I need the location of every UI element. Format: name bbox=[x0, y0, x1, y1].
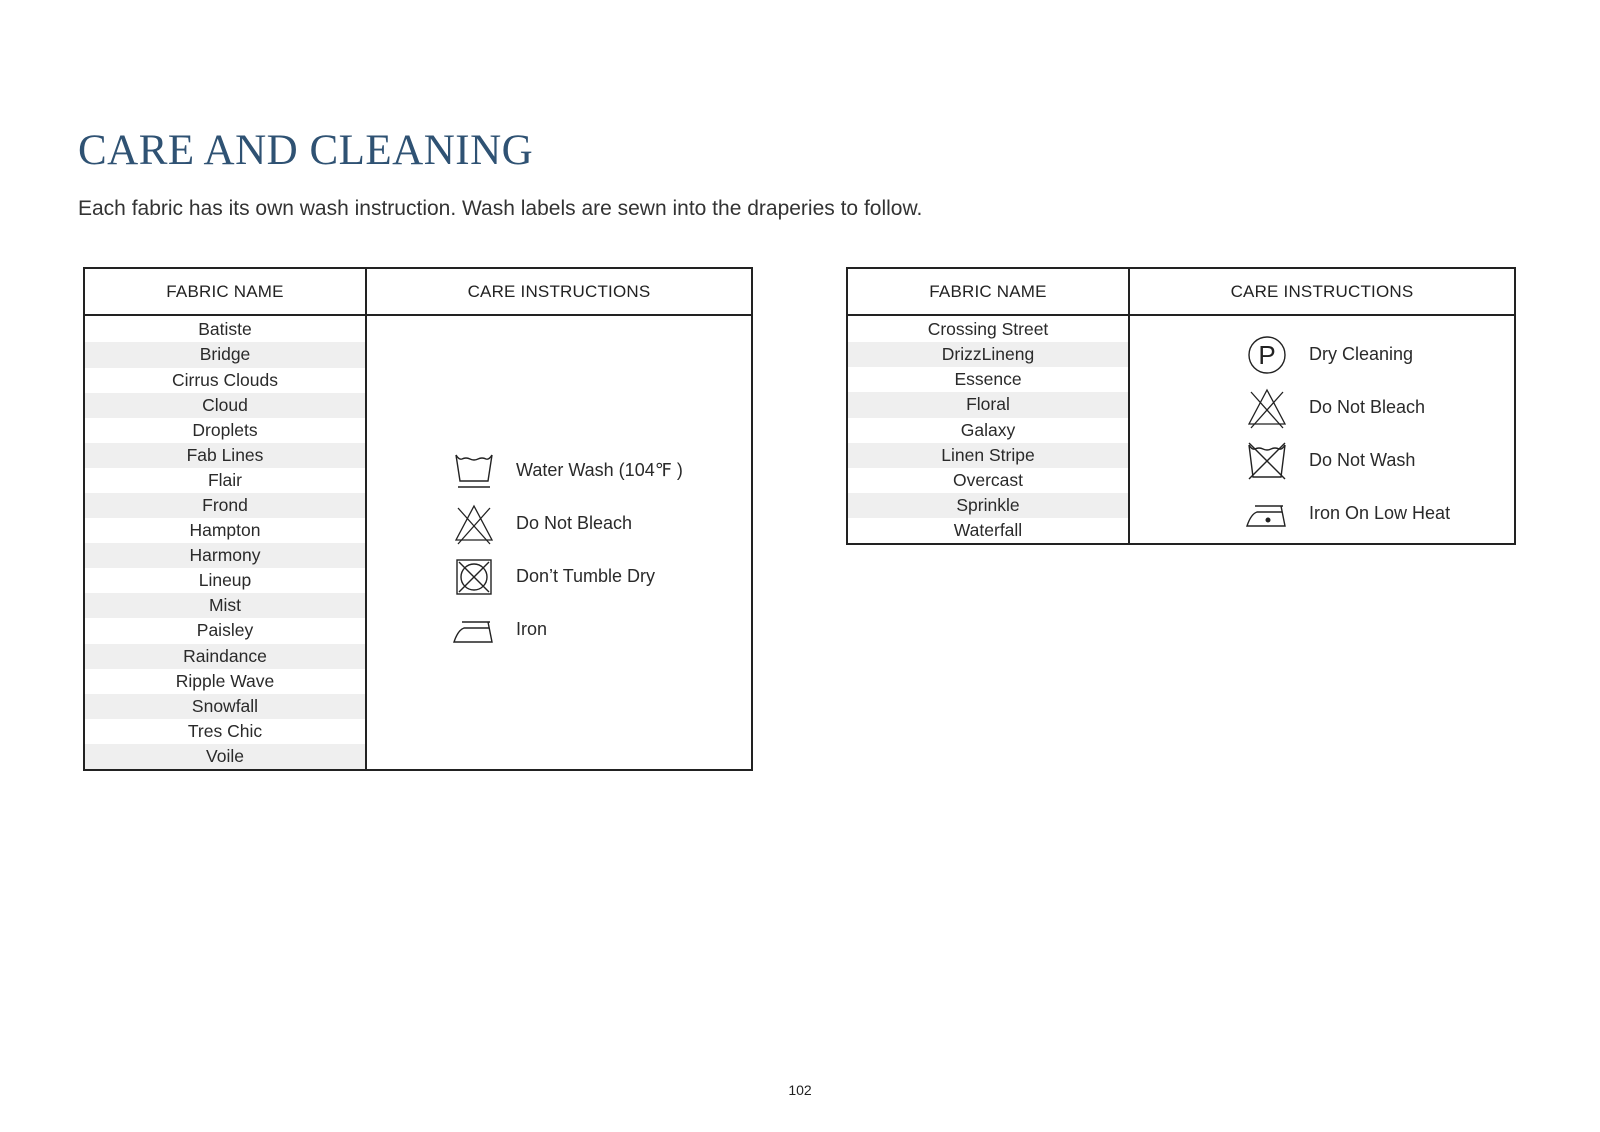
care-item-iron-low-heat bbox=[1245, 487, 1514, 540]
care-label: Dry Cleaning bbox=[1309, 344, 1414, 365]
do-not-wash-icon bbox=[1245, 439, 1289, 483]
care-item-do-not-bleach bbox=[452, 497, 751, 550]
care-label: Don’t Tumble Dry bbox=[516, 566, 656, 587]
fabric-name: Overcast bbox=[952, 469, 1024, 490]
care-label: Do Not Wash bbox=[1309, 450, 1416, 471]
iron-icon bbox=[452, 608, 496, 652]
page-subtitle: Each fabric has its own wash instruction. Wash labels are sewn into the draperies to follow. bbox=[78, 197, 923, 220]
fabric-name-list bbox=[848, 316, 1130, 543]
fabric-name: Lineup bbox=[198, 570, 252, 591]
fabric-name: Batiste bbox=[198, 319, 252, 340]
care-item-iron bbox=[452, 603, 751, 656]
svg-text:P: P bbox=[1258, 339, 1276, 370]
fabric-name: Cirrus Clouds bbox=[172, 369, 278, 390]
iron-low-heat-icon bbox=[1245, 492, 1289, 536]
care-item-dry-cleaning bbox=[1245, 328, 1514, 381]
care-table-2 bbox=[846, 267, 1516, 545]
do-not-bleach-icon bbox=[1245, 386, 1289, 430]
care-label: Iron On Low Heat bbox=[1309, 503, 1451, 524]
table-header bbox=[848, 269, 1514, 316]
fabric-name: Harmony bbox=[85, 543, 365, 568]
page-title: CARE AND CLEANING bbox=[78, 127, 534, 174]
table-body bbox=[848, 316, 1514, 543]
fabric-name: Waterfall bbox=[953, 519, 1023, 540]
care-table-1 bbox=[83, 267, 753, 771]
fabric-name: Fab Lines bbox=[85, 443, 365, 468]
fabric-name: Hampton bbox=[189, 520, 261, 541]
care-item-do-not-wash bbox=[1245, 434, 1514, 487]
fabric-name: Tres Chic bbox=[187, 720, 263, 741]
care-label: Do Not Bleach bbox=[1309, 397, 1426, 418]
fabric-name: Essence bbox=[954, 369, 1022, 390]
fabric-name: Sprinkle bbox=[848, 493, 1128, 518]
fabric-name: Crossing Street bbox=[927, 319, 1049, 340]
care-item-water-wash bbox=[452, 444, 751, 497]
fabric-name: Droplets bbox=[192, 419, 258, 440]
fabric-name: Ripple Wave bbox=[175, 670, 275, 691]
fabric-name-header: FABRIC NAME bbox=[848, 269, 1130, 314]
fabric-name: Linen Stripe bbox=[848, 443, 1128, 468]
care-label: Water Wash (104℉ ) bbox=[516, 460, 683, 481]
page-number: 102 bbox=[788, 1082, 812, 1098]
do-not-tumble-dry-icon bbox=[452, 555, 496, 599]
fabric-name: Frond bbox=[85, 493, 365, 518]
fabric-name: Snowfall bbox=[85, 694, 365, 719]
table-body bbox=[85, 316, 751, 769]
fabric-name-header: FABRIC NAME bbox=[85, 269, 367, 314]
dry-cleaning-icon bbox=[1245, 333, 1289, 377]
fabric-name: Mist bbox=[85, 593, 365, 618]
fabric-name: DrizzLineng bbox=[848, 342, 1128, 367]
care-label: Iron bbox=[516, 619, 548, 640]
table-header bbox=[85, 269, 751, 316]
care-instruction-list bbox=[367, 316, 751, 769]
fabric-name: Bridge bbox=[85, 342, 365, 367]
care-instructions-header: CARE INSTRUCTIONS bbox=[1230, 281, 1414, 301]
water-wash-icon bbox=[452, 449, 496, 493]
fabric-name: Flair bbox=[207, 469, 243, 490]
care-item-do-not-tumble-dry bbox=[452, 550, 751, 603]
fabric-name: Cloud bbox=[85, 393, 365, 418]
do-not-bleach-icon bbox=[452, 502, 496, 546]
fabric-name: Floral bbox=[848, 392, 1128, 417]
fabric-name: Raindance bbox=[85, 644, 365, 669]
fabric-name: Voile bbox=[85, 744, 365, 769]
fabric-name: Paisley bbox=[196, 620, 254, 641]
care-item-do-not-bleach bbox=[1245, 381, 1514, 434]
fabric-name-list bbox=[85, 316, 367, 769]
fabric-name: Galaxy bbox=[960, 419, 1016, 440]
care-label: Do Not Bleach bbox=[516, 513, 633, 534]
care-instruction-list bbox=[1130, 316, 1514, 543]
care-instructions-header: CARE INSTRUCTIONS bbox=[467, 281, 651, 301]
